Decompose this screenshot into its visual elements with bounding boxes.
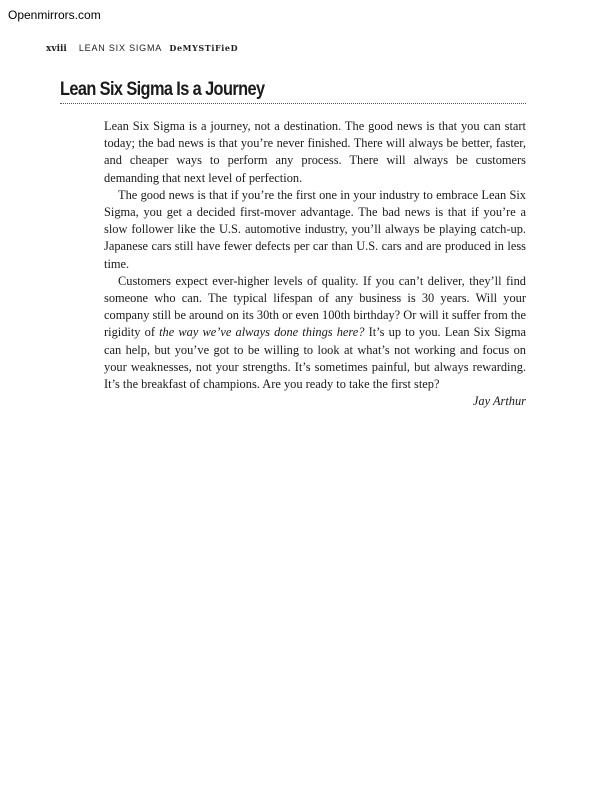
book-title: LEAN SIX SIGMA <box>78 43 163 53</box>
section-title: Lean Six Sigma Is a Journey <box>60 79 265 100</box>
paragraph-3-text-start: Customers expect ever-higher levels of quality. If you can’t deliver, they’ll find someone who can. The typical lifespan of any business is 30 years. Will your company still be around on its 30th or even 100th birthday? Or will it suffer from the rigidity of <box>104 273 526 340</box>
author-signature: Jay Arthur <box>472 394 526 409</box>
paragraph-3-emphasis: the way we’ve always done things here? <box>159 325 365 340</box>
running-header <box>46 43 238 54</box>
series-name: DeMYSTiFieD <box>169 43 239 53</box>
title-divider <box>60 103 526 104</box>
watermark-text: Openmirrors.com <box>8 8 101 22</box>
paragraph-2: The good news is that if you’re the first one in your industry to embrace Lean Six Sigma, you get a decided first-mover advantage. The bad news is that if you’re a slow follower like the U.S. automotive industry, you’ll always be playing catch-up. Japanese cars still have fewer defects per car than U.S. cars and are produced in less time. <box>104 187 526 271</box>
page-number: xviii <box>46 44 67 54</box>
paragraph-3-text-end: It’s up to you. Lean Six Sigma can help, but you’ve got to be willing to look at what’s not working and focus on your weaknesses, not your strengths. It’s sometimes painful, but always rewarding. It’s the breakfast of champions. Are you ready to take the first step? <box>104 325 527 392</box>
paragraph-1: Lean Six Sigma is a journey, not a destination. The good news is that you can start today; the bad news is that you’re never finished. There will always be better, faster, and cheaper ways to perform any process. There will always be customers demanding that next level of perfection. <box>104 119 526 185</box>
body-text <box>104 118 526 410</box>
paragraph-3 <box>104 273 526 393</box>
